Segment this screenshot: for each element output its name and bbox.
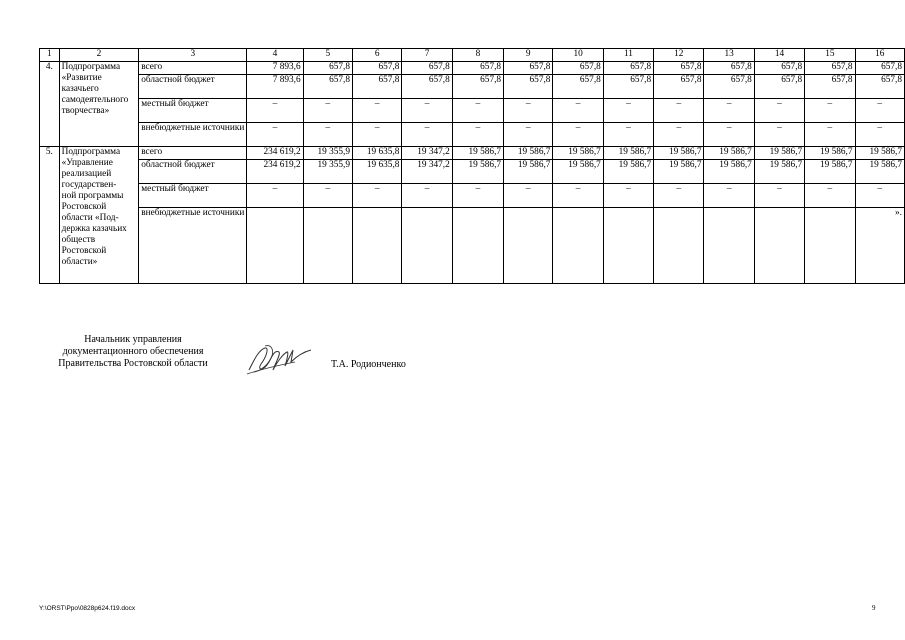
table-row: [40, 160, 905, 184]
value-cell: 657,8: [704, 75, 754, 99]
value-cell: –: [303, 99, 352, 123]
header-cell: 7: [402, 49, 452, 62]
table-row: [40, 99, 905, 123]
value-cell: 657,8: [603, 62, 653, 75]
value-cell: –: [754, 123, 804, 147]
position-line: Правительства Ростовской области: [58, 358, 208, 369]
subprogram-name: [59, 147, 139, 284]
value-cell: 657,8: [553, 62, 603, 75]
value-cell: –: [754, 184, 804, 208]
value-cell: –: [303, 123, 352, 147]
header-cell: 8: [452, 49, 503, 62]
subprogram-name-line: ной программы: [61, 191, 124, 201]
value-cell: –: [654, 99, 704, 123]
subprogram-name: [59, 62, 139, 147]
value-cell: [603, 208, 653, 284]
value-cell: 19 355,9: [303, 147, 352, 160]
value-cell: –: [504, 184, 553, 208]
header-cell: 2: [59, 49, 139, 62]
value-cell: 657,8: [452, 75, 503, 99]
value-cell: 19 347,2: [402, 147, 452, 160]
header-cell: 1: [40, 49, 60, 62]
value-cell: 19 586,7: [553, 160, 603, 184]
value-cell: 19 586,7: [855, 160, 904, 184]
value-cell: 657,8: [303, 62, 352, 75]
value-cell: 7 893,6: [247, 75, 303, 99]
value-cell: –: [452, 123, 503, 147]
table-row: [40, 75, 905, 99]
value-cell: 657,8: [553, 75, 603, 99]
value-cell: 657,8: [353, 62, 402, 75]
value-cell: [704, 208, 754, 284]
funding-source: всего: [139, 147, 247, 160]
header-cell: 4: [247, 49, 303, 62]
value-cell: 19 586,7: [553, 147, 603, 160]
value-cell: 19 347,2: [402, 160, 452, 184]
table-row: [40, 184, 905, 208]
value-cell: [303, 208, 352, 284]
funding-source: всего: [139, 62, 247, 75]
value-cell: 19 635,8: [353, 160, 402, 184]
header-cell: 11: [603, 49, 653, 62]
table-row: [40, 147, 905, 160]
header-cell: 9: [504, 49, 553, 62]
value-cell: 657,8: [402, 75, 452, 99]
table-row: [40, 62, 905, 75]
header-cell: 6: [353, 49, 402, 62]
signatory-name: Т.А. Родионченко: [331, 359, 406, 370]
value-cell: 19 586,7: [855, 147, 904, 160]
value-cell: 19 586,7: [452, 160, 503, 184]
value-cell: [553, 208, 603, 284]
value-cell: –: [855, 184, 904, 208]
funding-source: областной бюджет: [139, 160, 247, 184]
value-cell: –: [402, 99, 452, 123]
value-cell: 19 586,7: [603, 160, 653, 184]
subprogram-name-line: Ростовской: [61, 246, 107, 256]
value-cell: 19 586,7: [504, 147, 553, 160]
value-cell: –: [353, 123, 402, 147]
value-cell: 657,8: [402, 62, 452, 75]
table-row: [40, 123, 905, 147]
signatory-position: [38, 334, 228, 370]
value-cell: –: [452, 184, 503, 208]
subprogram-name-line: реализацией: [61, 169, 112, 179]
value-cell: –: [855, 99, 904, 123]
value-cell: [654, 208, 704, 284]
value-cell: 19 586,7: [754, 147, 804, 160]
value-cell: –: [504, 99, 553, 123]
value-cell: –: [247, 123, 303, 147]
value-cell: [247, 208, 303, 284]
value-cell: 657,8: [805, 75, 855, 99]
value-cell: –: [754, 99, 804, 123]
funding-source: местный бюджет: [139, 99, 247, 123]
funding-source: внебюджетные источники: [139, 208, 247, 284]
subprogram-name-line: области «Под-: [61, 213, 119, 223]
value-cell: –: [247, 184, 303, 208]
subprogram-name-line: области»: [61, 257, 98, 267]
subprogram-name-line: самодеятельного: [61, 95, 129, 105]
value-cell: ».: [855, 208, 904, 284]
value-cell: 657,8: [704, 62, 754, 75]
header-cell: 15: [805, 49, 855, 62]
header-cell: 14: [754, 49, 804, 62]
budget-table: [39, 48, 905, 284]
row-number: 5.: [40, 147, 60, 284]
subprogram-name-line: «Развитие: [61, 73, 102, 83]
header-cell: 5: [303, 49, 352, 62]
value-cell: 657,8: [855, 62, 904, 75]
value-cell: 657,8: [303, 75, 352, 99]
value-cell: –: [805, 184, 855, 208]
value-cell: –: [303, 184, 352, 208]
value-cell: 657,8: [504, 62, 553, 75]
value-cell: [504, 208, 553, 284]
value-cell: [805, 208, 855, 284]
value-cell: 19 586,7: [704, 147, 754, 160]
value-cell: –: [704, 184, 754, 208]
header-row: [40, 49, 905, 62]
table-row: [40, 208, 905, 284]
value-cell: 234 619,2: [247, 147, 303, 160]
value-cell: 7 893,6: [247, 62, 303, 75]
value-cell: 657,8: [654, 75, 704, 99]
value-cell: –: [353, 99, 402, 123]
value-cell: –: [704, 99, 754, 123]
value-cell: –: [553, 184, 603, 208]
value-cell: 19 586,7: [805, 147, 855, 160]
header-cell: 16: [855, 49, 904, 62]
value-cell: [402, 208, 452, 284]
funding-source: областной бюджет: [139, 75, 247, 99]
funding-source: внебюджетные источники: [139, 123, 247, 147]
value-cell: 19 586,7: [504, 160, 553, 184]
value-cell: –: [247, 99, 303, 123]
value-cell: 19 586,7: [603, 147, 653, 160]
position-line: документационного обеспечения: [62, 346, 204, 357]
value-cell: –: [402, 123, 452, 147]
value-cell: –: [353, 184, 402, 208]
value-cell: 19 586,7: [452, 147, 503, 160]
value-cell: 234 619,2: [247, 160, 303, 184]
value-cell: 19 586,7: [654, 160, 704, 184]
value-cell: –: [654, 184, 704, 208]
subprogram-name-line: государствен-: [61, 180, 117, 190]
value-cell: 19 586,7: [704, 160, 754, 184]
value-cell: 657,8: [603, 75, 653, 99]
value-cell: 657,8: [805, 62, 855, 75]
value-cell: 19 586,7: [654, 147, 704, 160]
value-cell: –: [805, 99, 855, 123]
handwritten-signature: [245, 340, 315, 378]
row-number: 4.: [40, 62, 60, 147]
subprogram-name-line: казачьего: [61, 84, 99, 94]
subprogram-name-line: «Управление: [61, 158, 113, 168]
header-cell: 13: [704, 49, 754, 62]
value-cell: 19 586,7: [754, 160, 804, 184]
value-cell: [754, 208, 804, 284]
value-cell: [353, 208, 402, 284]
subprogram-name-line: Подпрограмма: [61, 62, 121, 72]
value-cell: 657,8: [504, 75, 553, 99]
value-cell: –: [504, 123, 553, 147]
value-cell: –: [553, 99, 603, 123]
header-cell: 12: [654, 49, 704, 62]
value-cell: –: [805, 123, 855, 147]
page-number: 9: [872, 604, 876, 612]
value-cell: –: [452, 99, 503, 123]
value-cell: –: [553, 123, 603, 147]
value-cell: 657,8: [754, 62, 804, 75]
value-cell: 657,8: [452, 62, 503, 75]
value-cell: –: [603, 99, 653, 123]
value-cell: –: [603, 123, 653, 147]
value-cell: –: [855, 123, 904, 147]
header-cell: 3: [139, 49, 247, 62]
position-line: Начальник управления: [84, 334, 182, 345]
subprogram-name-line: творчества»: [61, 106, 110, 116]
file-path: Y:\ORST\Ppo\0828p624.f19.docx: [39, 605, 136, 612]
value-cell: –: [402, 184, 452, 208]
value-cell: 19 586,7: [805, 160, 855, 184]
value-cell: 19 355,9: [303, 160, 352, 184]
value-cell: 19 635,8: [353, 147, 402, 160]
value-cell: 657,8: [654, 62, 704, 75]
value-cell: 657,8: [855, 75, 904, 99]
subprogram-name-line: Ростовской: [61, 202, 107, 212]
value-cell: –: [603, 184, 653, 208]
subprogram-name-line: Подпрограмма: [61, 147, 121, 157]
value-cell: –: [654, 123, 704, 147]
header-cell: 10: [553, 49, 603, 62]
value-cell: [452, 208, 503, 284]
value-cell: 657,8: [754, 75, 804, 99]
subprogram-name-line: обществ: [61, 235, 96, 245]
funding-source: местный бюджет: [139, 184, 247, 208]
value-cell: 657,8: [353, 75, 402, 99]
value-cell: –: [704, 123, 754, 147]
subprogram-name-line: держка казачьих: [61, 224, 127, 234]
